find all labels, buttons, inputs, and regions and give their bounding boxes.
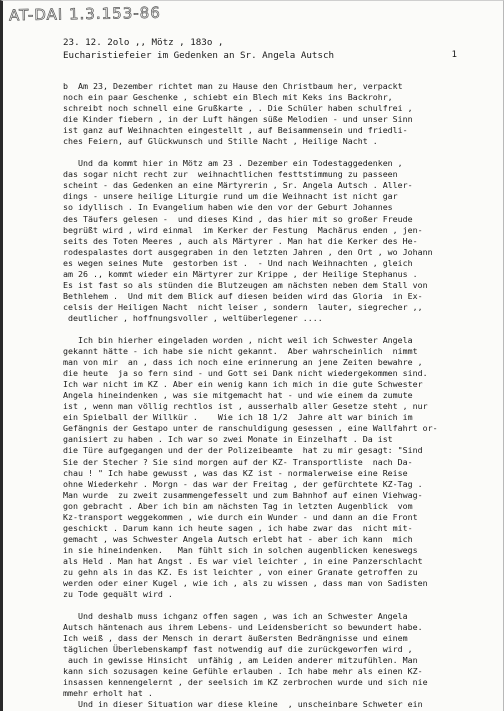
text-line: Bethlehem . Und mit dem Blick auf diesen beiden wird das Gloria in Ex- [63, 290, 423, 301]
text-line: ist ganz auf Weihnachten eingestellt , auf Beisammensein und friedli- [63, 125, 408, 136]
text-line: geschickt . Darum kann ich heute sagen , ich habe zwar das nicht mit- [63, 522, 413, 533]
text-line: gemacht , was Schwester Angela Autsch erlebt hat - aber ich kann mich [63, 533, 413, 544]
text-line: Sie der Stecher ? Sie sind morgen auf der KZ- Transportliste nach Da- [63, 456, 413, 467]
text-line: am 26 ., kommt wieder ein Märtyrer zur Krippe , der Heilige Stephanus . [63, 268, 418, 279]
text-line: auch in gewisse Hinsicht unfähig , am Leiden anderer mitzufühlen. Man [63, 655, 418, 666]
text-line: gon gebracht . Aber ich bin am nächsten Tag in letzten Augenblick vom [63, 500, 413, 511]
text-line: die Kinder fiebern , in der Luft hängen süße Melodien - und unser Sinn [63, 114, 413, 125]
text-line: Ich bin hierher eingeladen worden , nicht weil ich Schwester Angela [63, 334, 413, 345]
text-line: zu Tode gequält wird . [63, 589, 173, 600]
text-line: Und deshalb muss ichganz offen sagen , was ich an Schwester Angela [63, 611, 408, 622]
document-header [63, 37, 473, 62]
text-line: insassen kennengelernt , der seelsich im KZ zerbrochen wurde und sich nie [63, 677, 428, 688]
text-line: die heute ja so fern sind - und Gott sei Dank nicht wiedergekommen sind. [63, 368, 428, 379]
text-line: ist , wenn man völlig rechtlos ist , ausserhalb aller Gesetze steht , nur [63, 401, 428, 412]
paragraph [63, 81, 499, 147]
text-line: dings - unsere heilige Liturgie rund um die Weihnacht ist nicht gar [63, 191, 398, 202]
text-line: so idyllisch . In Evangelium haben wie den vor der Geburt Johannes [63, 202, 393, 213]
text-line: ohne Wiederkehr . Morgn - das war der Freitag , der gefürchtete KZ-Tag . [63, 478, 423, 489]
text-line: b Am 23, Dezember richtet man zu Hause den Christbaum her, verpackt [63, 81, 403, 91]
text-line: Ich weiß , dass der Mensch in derart äußersten Bedrängnisse und einem [63, 633, 408, 644]
text-line: Man wurde zu zweit zusammengefesselt und zum Bahnhof auf einen Viehwag- [63, 489, 423, 500]
header-date-line: 23. 12. 2olo ,, Mötz , 183o , [63, 37, 224, 48]
text-line: rodespalastes dort ausgegraben in den letzten Jahren , den Ort , wo Johann [63, 246, 433, 257]
text-line: ganisiert zu haben . Ich war so zwei Monate in Einzelhaft . Da ist [63, 434, 393, 445]
paragraph [63, 611, 499, 710]
text-line: Autsch häntenach aus ihrem Lebens- und Leidensbericht so bewundert habe. [63, 622, 423, 633]
text-line: ches Feiern, auf Glückwunsch und Stille Nacht , Heilige Nacht . [63, 136, 378, 147]
text-line: Ich war nicht im KZ . Aber ein wenig kann ich mich in die gute Schwester [63, 379, 423, 390]
text-line: es wegen seines Mute gestorben ist . - Und nach Weihnachten , gleich [63, 257, 413, 268]
text-line: deutlicher , hoffnungsvoller , weltüberlegener .... [63, 312, 323, 323]
text-line: Gefängnis der Gestapo unter de ranschuldigung gesessen , eine Wallfahrt or- [63, 423, 438, 434]
text-line: kann sich sozusagen keine Gefühle erlauben . Ich habe mehr als einen KZ- [63, 666, 423, 677]
text-line: Kz-transport weggekommen , wie durch ein Wunder - und dann an die Front [63, 511, 418, 522]
text-line: noch ein paar Geschenke , schiebt ein Blech mit Keks ins Backrohr, [63, 92, 393, 103]
paragraph [63, 158, 499, 324]
text-line: Es ist fast so als stünden die Blutzeugen am nächsten neben dem Stall von [63, 279, 428, 290]
paragraph [63, 335, 499, 600]
text-line: man von mir an , dass ich noch eine erinnerung an jene Zeiten bewahre , [63, 357, 423, 368]
text-line: schreibt noch schnell eine Grußkarte , . Die Schüler haben schulfrei , [63, 103, 413, 114]
text-line: werden oder einer Kugel , wie ich , als zu wissen , dass man von Sadisten [63, 578, 428, 589]
text-line: scheint - das Gedenken an eine Märtyrerin , Sr. Angela Autsch . Aller- [63, 180, 413, 191]
text-line: Angela hineindenken , was sie mitgemacht hat - und wie einem da zumute [63, 390, 413, 401]
text-line: Und in dieser Situation war diese kleine , unscheinbare Schweter ein [63, 699, 423, 710]
text-line: chau ! " Ich habe gewusst , was das KZ ist - normalerweise eine Reise [63, 467, 408, 478]
header-title-line: Eucharistiefeier im Gedenken an Sr. Angela Autsch [63, 49, 335, 61]
text-line: zu gehn als in das KZ. Es ist leichter , von einer Granate getroffen zu [63, 566, 418, 577]
text-line: täglichen Überlebenskampf fast notwendig auf die zurückgeworfen wird , [63, 644, 413, 655]
archive-stamp: AT-DAI 1.3.153-86 [8, 3, 161, 25]
text-line: in sie hineindenken. Man fühlt sich in solchen augenblicken keneswegs [63, 544, 418, 555]
text-line: Und da kommt hier in Mötz am 23 . Dezember ein Todestaggedenken , [63, 158, 403, 169]
page-number: 1 [451, 49, 457, 60]
text-line: celsis der Heiligen Nacht nicht leiser , sondern lauter, siegrecher ,, [63, 301, 423, 312]
text-line: des Täufers gelesen - und dieses Kind , das hier mit so großer Freude [63, 213, 413, 224]
text-line: seits des Toten Meeres , auch als Märtyrer . Man hat die Kerker des He- [63, 235, 418, 246]
text-line: ein Spielball der Willkür . Wie ich 18 1/2 Jahre alt war binich im [63, 412, 413, 423]
text-line: begrüßt wird , wird einmal im Kerker der Festung Machärus enden , jen- [63, 224, 423, 235]
text-line: als Held . Man hat Angst . Es war viel leichter , in eine Panzerschlacht [63, 555, 423, 566]
text-line: das sogar nicht recht zur weihnachtlichen festtstimmung zu passeen [63, 169, 398, 180]
text-line: mmehr erholt hat . [63, 688, 153, 699]
text-line: gekannt hätte - ich habe sie nicht gekannt. Aber wahrscheinlich nimmt [63, 346, 418, 357]
document-body [63, 81, 499, 711]
text-line: die Türe aufgegangen und der der Polizeibeamte hat zu mir gesagt: "Sind [63, 445, 423, 456]
